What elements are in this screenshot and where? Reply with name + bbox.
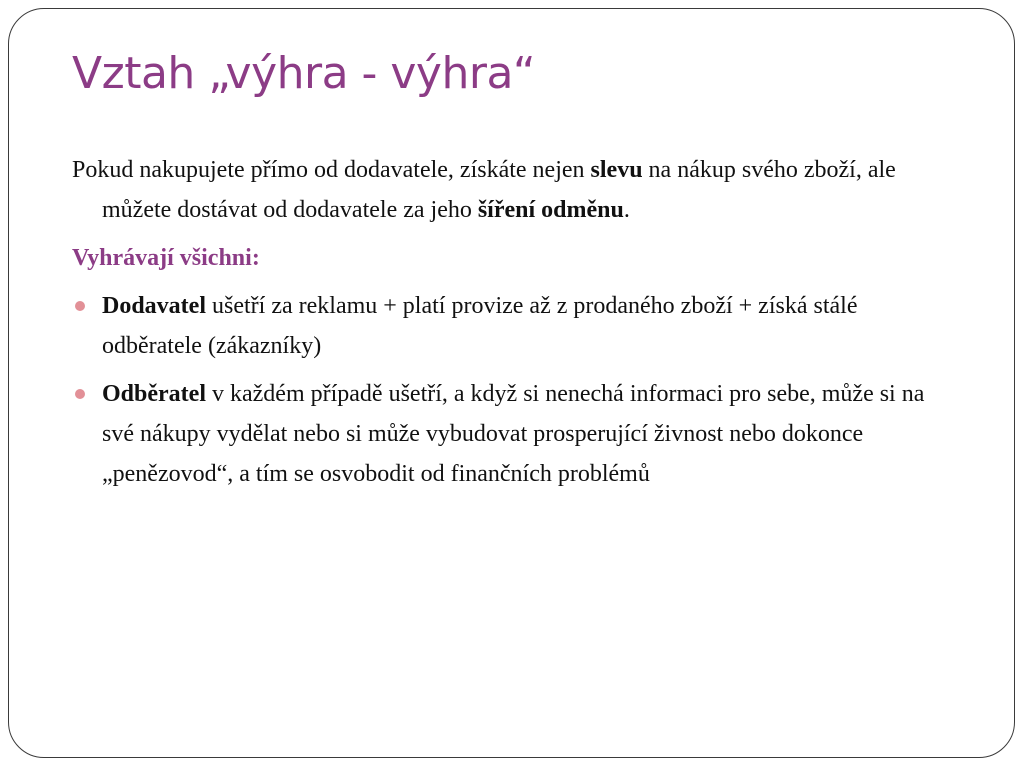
bullet-supplier [72, 286, 942, 366]
bullet-customer-bold: Odběratel [102, 381, 206, 407]
intro-bold-reward: šíření odměnu [477, 197, 624, 223]
bullet-dot-icon [75, 301, 85, 311]
intro-bold-discount: slevu [590, 157, 643, 183]
bullet-supplier-text: ušetří za reklamu + platí provize až z prodaného zboží + získá stálé odběratele (zákazníky) [102, 293, 858, 359]
bullet-dot-icon [75, 389, 85, 399]
slide-body [72, 150, 942, 502]
slide-title: Vztah „výhra - výhra“ [72, 48, 536, 99]
intro-text-2: na nákup svého zboží, ale můžete dostávat od dodavatele za jeho [102, 157, 896, 223]
bullet-customer [72, 374, 942, 494]
intro-paragraph [72, 150, 942, 230]
section-heading: Vyhrávají všichni: [72, 245, 260, 271]
intro-text-1: Pokud nakupujete přímo od dodavatele, získáte nejen [72, 157, 591, 183]
intro-text-3: . [623, 197, 630, 223]
bullet-customer-text: v každém případě ušetří, a když si nenechá informaci pro sebe, může si na své nákupy vydělat nebo si může vybudovat prosperující živnost nebo dokonce „penězovod“, a tím se osvobodit od finančních problémů [102, 381, 925, 487]
bullet-supplier-bold: Dodavatel [102, 293, 206, 319]
